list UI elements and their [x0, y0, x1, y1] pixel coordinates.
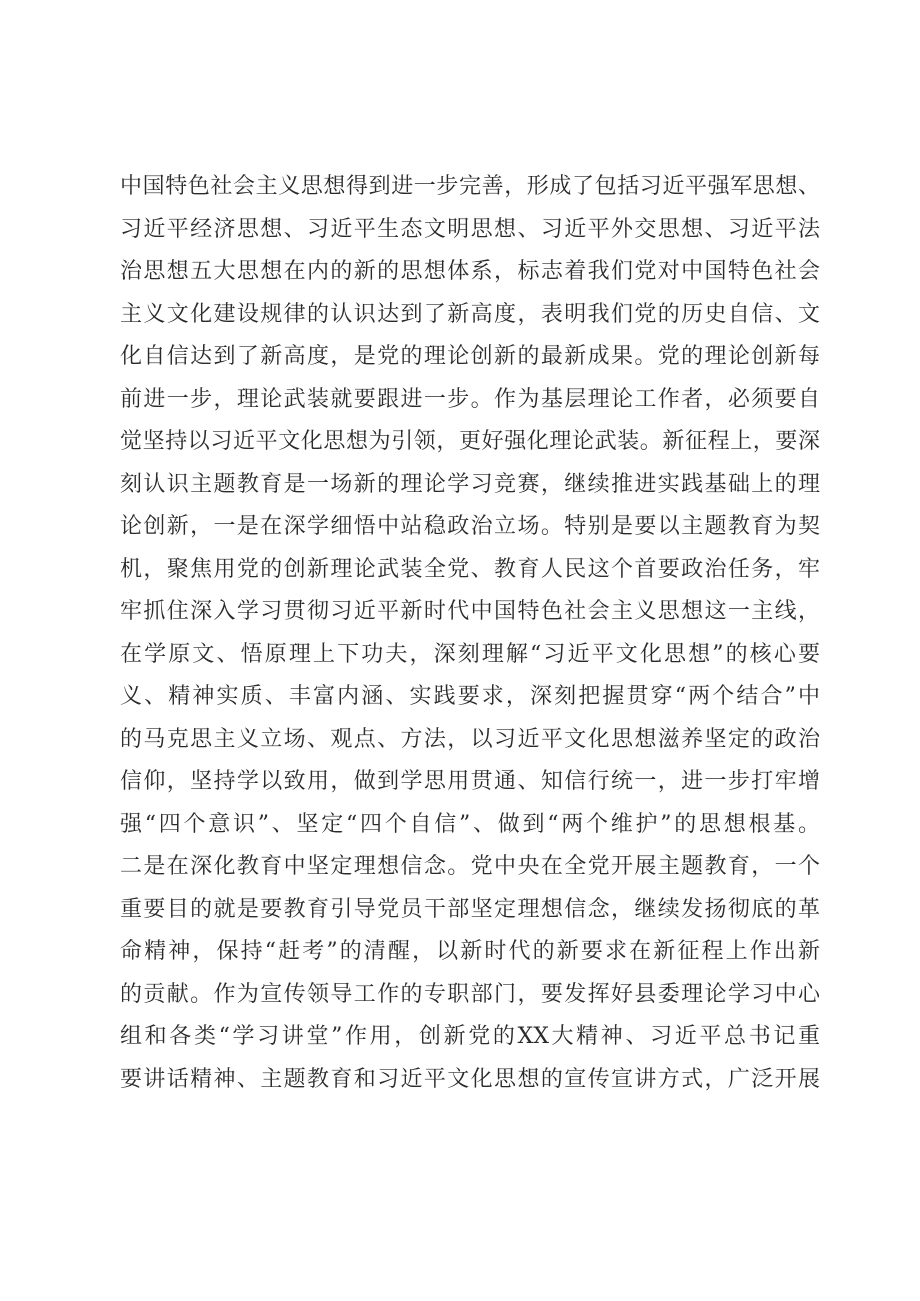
- text-line: 主义文化建设规律的认识达到了新高度，表明我们党的历史自信、文: [120, 301, 820, 327]
- text-line: 刻认识主题教育是一场新的理论学习竞赛，继续推进实践基础上的理: [120, 471, 820, 497]
- text-line: 中国特色社会主义思想得到进一步完善，形成了包括习近平强军思想、: [120, 174, 820, 199]
- text-line: 义、精神实质、丰富内涵、实践要求，深刻把握贯穿“两个结合”中: [120, 684, 820, 709]
- body-text: [120, 166, 820, 1101]
- text-line: 治思想五大思想在内的新的思想体系，标志着我们党对中国特色社会: [120, 259, 820, 284]
- text-line: 机，聚焦用党的创新理论武装全党、教育人民这个首要政治任务，牢: [120, 556, 820, 582]
- text-line: 的马克思主义立场、观点、方法，以习近平文化思想滋养坚定的政治: [120, 726, 820, 752]
- text-line: 组和各类“学习讲堂”作用，创新党的XX大精神、习近平总书记重: [120, 1024, 820, 1049]
- text-line: 习近平经济思想、习近平生态文明思想、习近平外交思想、习近平法: [120, 216, 820, 242]
- text-line: 论创新，一是在深学细悟中站稳政治立场。特别是要以主题教育为契: [120, 514, 820, 539]
- text-line: 强“四个意识”、坚定“四个自信”、做到“两个维护”的思想根基。: [120, 811, 820, 837]
- text-line: 牢抓住深入学习贯彻习近平新时代中国特色社会主义思想这一主线，: [120, 599, 820, 624]
- text-line: 命精神，保持“赶考”的清醒，以新时代的新要求在新征程上作出新: [120, 939, 820, 964]
- text-line: 觉坚持以习近平文化思想为引领，更好强化理论武装。新征程上，要深: [120, 429, 820, 454]
- text-line: 重要目的就是要教育引导党员干部坚定理想信念，继续发扬彻底的革: [120, 896, 820, 922]
- text-line: 在学原文、悟原理上下功夫，深刻理解“习近平文化思想”的核心要: [120, 641, 820, 667]
- text-line: 要讲话精神、主题教育和习近平文化思想的宣传宣讲方式，广泛开展: [120, 1066, 820, 1092]
- text-line: 二是在深化教育中坚定理想信念。党中央在全党开展主题教育，一个: [120, 854, 820, 879]
- text-line: 前进一步，理论武装就要跟进一步。作为基层理论工作者，必须要自: [120, 386, 820, 412]
- text-line: 的贡献。作为宣传领导工作的专职部门，要发挥好县委理论学习中心: [120, 981, 820, 1007]
- text-line: 化自信达到了新高度，是党的理论创新的最新成果。党的理论创新每: [120, 344, 820, 369]
- text-line: 信仰，坚持学以致用，做到学思用贯通、知信行统一，进一步打牢增: [120, 769, 820, 794]
